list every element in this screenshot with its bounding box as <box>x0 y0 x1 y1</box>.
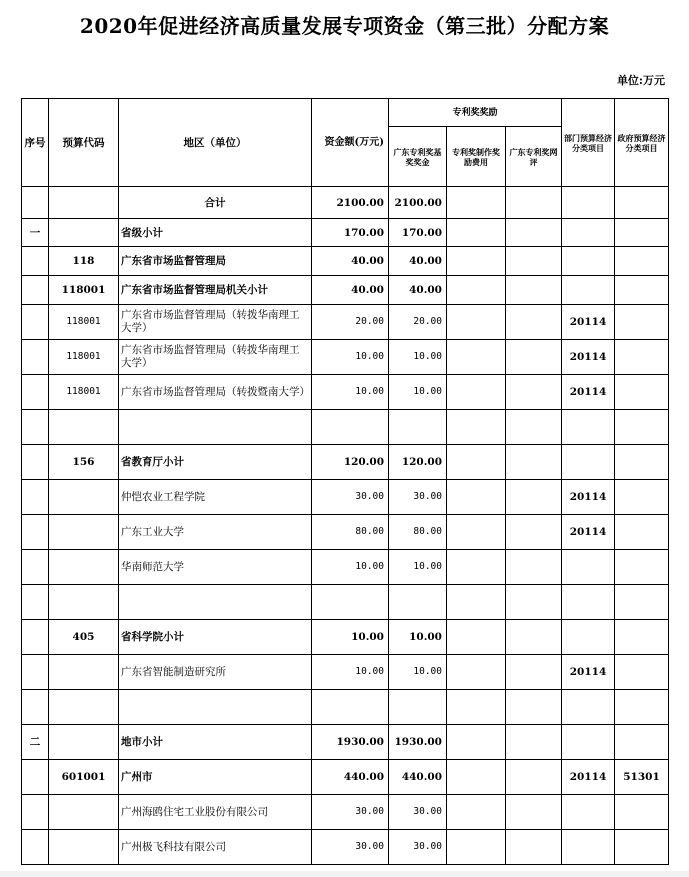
cell-dept-class <box>562 795 615 830</box>
cell-gov-class: 51301 <box>615 760 669 795</box>
cell-award-work <box>447 219 506 247</box>
cell-award-review <box>506 830 562 865</box>
cell-budget-code: 156 <box>49 445 119 480</box>
cell-region: 广东省市场监督管理局（转拨华南理工大学） <box>119 305 312 340</box>
cell-gov-class <box>615 219 669 247</box>
cell-budget-code: 118 <box>49 247 119 276</box>
cell-budget-code <box>49 410 119 445</box>
cell-seq <box>22 655 49 690</box>
cell-region <box>119 410 312 445</box>
cell-gov-class <box>615 585 669 620</box>
cell-budget-code <box>49 515 119 550</box>
cell-region: 广东工业大学 <box>119 515 312 550</box>
cell-award-work <box>447 410 506 445</box>
cell-dept-class <box>562 550 615 585</box>
cell-gov-class <box>615 830 669 865</box>
cell-award-review <box>506 585 562 620</box>
cell-budget-code: 405 <box>49 620 119 655</box>
cell-award-work <box>447 276 506 305</box>
header-patent-award: 专利奖奖励 <box>389 99 562 127</box>
cell-region <box>119 690 312 725</box>
cell-dept-class <box>562 690 615 725</box>
cell-award-fund <box>389 585 447 620</box>
cell-award-fund: 20.00 <box>389 305 447 340</box>
cell-amount: 80.00 <box>312 515 389 550</box>
header-patent-award-fund: 广东专利奖基奖奖金 <box>389 127 447 187</box>
cell-award-review <box>506 445 562 480</box>
cell-award-review <box>506 620 562 655</box>
table-row <box>22 620 669 655</box>
cell-award-review <box>506 550 562 585</box>
cell-amount: 30.00 <box>312 480 389 515</box>
cell-budget-code: 118001 <box>49 340 119 375</box>
table-row <box>22 410 669 445</box>
cell-award-review <box>506 375 562 410</box>
cell-dept-class <box>562 410 615 445</box>
cell-award-fund: 30.00 <box>389 480 447 515</box>
cell-gov-class <box>615 276 669 305</box>
cell-budget-code <box>49 480 119 515</box>
cell-award-fund: 40.00 <box>389 276 447 305</box>
cell-award-review <box>506 725 562 760</box>
cell-award-fund: 10.00 <box>389 550 447 585</box>
cell-dept-class: 20114 <box>562 760 615 795</box>
cell-region: 广东省市场监督管理局（转拨华南理工大学） <box>119 340 312 375</box>
table-row <box>22 340 669 375</box>
cell-seq <box>22 305 49 340</box>
cell-amount: 10.00 <box>312 655 389 690</box>
cell-award-review <box>506 340 562 375</box>
cell-award-work <box>447 550 506 585</box>
table-row <box>22 725 669 760</box>
cell-award-fund: 10.00 <box>389 620 447 655</box>
cell-region: 省教育厅小计 <box>119 445 312 480</box>
bottom-scroll-strip <box>0 871 689 877</box>
cell-award-fund: 30.00 <box>389 795 447 830</box>
cell-region: 华南师范大学 <box>119 550 312 585</box>
cell-dept-class <box>562 445 615 480</box>
cell-award-work <box>447 187 506 219</box>
cell-award-fund: 120.00 <box>389 445 447 480</box>
allocation-table <box>21 98 669 865</box>
cell-seq: 一 <box>22 219 49 247</box>
cell-dept-class: 20114 <box>562 375 615 410</box>
cell-award-fund <box>389 410 447 445</box>
table-row <box>22 247 669 276</box>
cell-gov-class <box>615 247 669 276</box>
table-row <box>22 585 669 620</box>
cell-award-work <box>447 515 506 550</box>
cell-seq <box>22 187 49 219</box>
header-amount: 资金额(万元) <box>312 99 389 187</box>
cell-award-work <box>447 305 506 340</box>
table-row <box>22 480 669 515</box>
table-row <box>22 445 669 480</box>
cell-award-work <box>447 725 506 760</box>
cell-budget-code <box>49 830 119 865</box>
cell-award-review <box>506 219 562 247</box>
table-header <box>22 99 669 187</box>
cell-region: 广州极飞科技有限公司 <box>119 830 312 865</box>
cell-award-fund: 440.00 <box>389 760 447 795</box>
cell-gov-class <box>615 515 669 550</box>
cell-budget-code <box>49 655 119 690</box>
cell-budget-code <box>49 725 119 760</box>
cell-dept-class: 20114 <box>562 515 615 550</box>
cell-region <box>119 585 312 620</box>
cell-award-work <box>447 760 506 795</box>
cell-region: 地市小计 <box>119 725 312 760</box>
header-patent-award-review: 广东专利奖网评 <box>506 127 562 187</box>
cell-budget-code <box>49 219 119 247</box>
cell-amount: 30.00 <box>312 830 389 865</box>
cell-seq <box>22 515 49 550</box>
cell-amount <box>312 410 389 445</box>
cell-award-work <box>447 480 506 515</box>
cell-amount <box>312 690 389 725</box>
cell-award-review <box>506 276 562 305</box>
cell-budget-code: 118001 <box>49 276 119 305</box>
cell-gov-class <box>615 690 669 725</box>
cell-amount: 10.00 <box>312 375 389 410</box>
cell-budget-code: 118001 <box>49 305 119 340</box>
cell-award-work <box>447 340 506 375</box>
cell-region: 广东省市场监督管理局（转拨暨南大学） <box>119 375 312 410</box>
cell-award-fund: 40.00 <box>389 247 447 276</box>
cell-region: 广东省市场监督管理局机关小计 <box>119 276 312 305</box>
cell-award-fund: 10.00 <box>389 655 447 690</box>
cell-amount: 10.00 <box>312 620 389 655</box>
table-row <box>22 830 669 865</box>
table-row <box>22 305 669 340</box>
cell-award-work <box>447 690 506 725</box>
cell-dept-class <box>562 585 615 620</box>
cell-amount: 170.00 <box>312 219 389 247</box>
cell-seq <box>22 375 49 410</box>
cell-dept-class <box>562 620 615 655</box>
cell-amount: 120.00 <box>312 445 389 480</box>
header-region: 地区（单位） <box>119 99 312 187</box>
cell-gov-class <box>615 480 669 515</box>
cell-award-work <box>447 247 506 276</box>
header-gov-budget-class: 政府预算经济分类项目 <box>615 99 669 187</box>
cell-budget-code <box>49 187 119 219</box>
cell-amount: 40.00 <box>312 247 389 276</box>
cell-award-fund: 10.00 <box>389 340 447 375</box>
cell-seq <box>22 480 49 515</box>
cell-award-review <box>506 410 562 445</box>
cell-award-review <box>506 655 562 690</box>
cell-region: 广东省智能制造研究所 <box>119 655 312 690</box>
cell-award-review <box>506 247 562 276</box>
cell-seq <box>22 795 49 830</box>
cell-award-fund: 2100.00 <box>389 187 447 219</box>
cell-region: 仲恺农业工程学院 <box>119 480 312 515</box>
cell-gov-class <box>615 620 669 655</box>
cell-dept-class <box>562 830 615 865</box>
cell-amount: 20.00 <box>312 305 389 340</box>
cell-dept-class <box>562 247 615 276</box>
cell-seq <box>22 760 49 795</box>
cell-amount: 440.00 <box>312 760 389 795</box>
header-budget-code: 预算代码 <box>49 99 119 187</box>
cell-gov-class <box>615 375 669 410</box>
cell-amount: 10.00 <box>312 550 389 585</box>
cell-gov-class <box>615 725 669 760</box>
table-row <box>22 375 669 410</box>
cell-award-review <box>506 187 562 219</box>
cell-gov-class <box>615 550 669 585</box>
cell-award-fund: 10.00 <box>389 375 447 410</box>
cell-dept-class: 20114 <box>562 480 615 515</box>
table-body <box>22 187 669 865</box>
cell-award-fund <box>389 690 447 725</box>
cell-dept-class: 20114 <box>562 655 615 690</box>
cell-budget-code <box>49 550 119 585</box>
cell-budget-code <box>49 795 119 830</box>
cell-gov-class <box>615 655 669 690</box>
cell-award-fund: 30.00 <box>389 830 447 865</box>
table-row <box>22 550 669 585</box>
header-seq: 序号 <box>22 99 49 187</box>
unit-label: 单位:万元 <box>616 74 665 87</box>
cell-award-review <box>506 480 562 515</box>
cell-award-work <box>447 830 506 865</box>
table-row <box>22 690 669 725</box>
cell-gov-class <box>615 187 669 219</box>
cell-award-work <box>447 795 506 830</box>
table-row <box>22 760 669 795</box>
cell-gov-class <box>615 340 669 375</box>
header-dept-budget-class: 部门预算经济分类项目 <box>562 99 615 187</box>
cell-seq <box>22 340 49 375</box>
cell-gov-class <box>615 305 669 340</box>
cell-award-work <box>447 585 506 620</box>
cell-award-fund: 1930.00 <box>389 725 447 760</box>
cell-dept-class <box>562 219 615 247</box>
table-row <box>22 187 669 219</box>
cell-award-fund: 80.00 <box>389 515 447 550</box>
cell-amount: 30.00 <box>312 795 389 830</box>
cell-seq <box>22 550 49 585</box>
cell-dept-class <box>562 187 615 219</box>
cell-region: 广东省市场监督管理局 <box>119 247 312 276</box>
cell-budget-code <box>49 585 119 620</box>
cell-region: 广州市 <box>119 760 312 795</box>
cell-award-review <box>506 690 562 725</box>
cell-amount: 40.00 <box>312 276 389 305</box>
cell-seq <box>22 410 49 445</box>
cell-award-fund: 170.00 <box>389 219 447 247</box>
cell-region: 省科学院小计 <box>119 620 312 655</box>
cell-award-review <box>506 795 562 830</box>
cell-amount: 1930.00 <box>312 725 389 760</box>
cell-gov-class <box>615 795 669 830</box>
cell-region: 省级小计 <box>119 219 312 247</box>
cell-budget-code: 118001 <box>49 375 119 410</box>
cell-gov-class <box>615 445 669 480</box>
cell-seq <box>22 620 49 655</box>
table-row <box>22 515 669 550</box>
cell-dept-class: 20114 <box>562 340 615 375</box>
cell-seq: 二 <box>22 725 49 760</box>
header-patent-award-work: 专利奖制作奖励费用 <box>447 127 506 187</box>
cell-award-work <box>447 655 506 690</box>
cell-amount: 2100.00 <box>312 187 389 219</box>
cell-dept-class <box>562 725 615 760</box>
table-row <box>22 276 669 305</box>
table-row <box>22 655 669 690</box>
cell-budget-code: 601001 <box>49 760 119 795</box>
cell-award-review <box>506 515 562 550</box>
cell-award-review <box>506 760 562 795</box>
cell-award-work <box>447 445 506 480</box>
cell-dept-class <box>562 276 615 305</box>
cell-award-review <box>506 305 562 340</box>
cell-region: 合计 <box>119 187 312 219</box>
cell-seq <box>22 830 49 865</box>
table-row <box>22 795 669 830</box>
cell-seq <box>22 276 49 305</box>
cell-award-work <box>447 620 506 655</box>
cell-amount <box>312 585 389 620</box>
cell-seq <box>22 445 49 480</box>
cell-dept-class: 20114 <box>562 305 615 340</box>
cell-gov-class <box>615 410 669 445</box>
table-row <box>22 219 669 247</box>
document-title: 2020年促进经济高质量发展专项资金（第三批）分配方案 <box>79 14 610 38</box>
cell-region: 广州海鸥住宅工业股份有限公司 <box>119 795 312 830</box>
cell-seq <box>22 585 49 620</box>
cell-seq <box>22 690 49 725</box>
cell-award-work <box>447 375 506 410</box>
cell-amount: 10.00 <box>312 340 389 375</box>
cell-budget-code <box>49 690 119 725</box>
cell-seq <box>22 247 49 276</box>
